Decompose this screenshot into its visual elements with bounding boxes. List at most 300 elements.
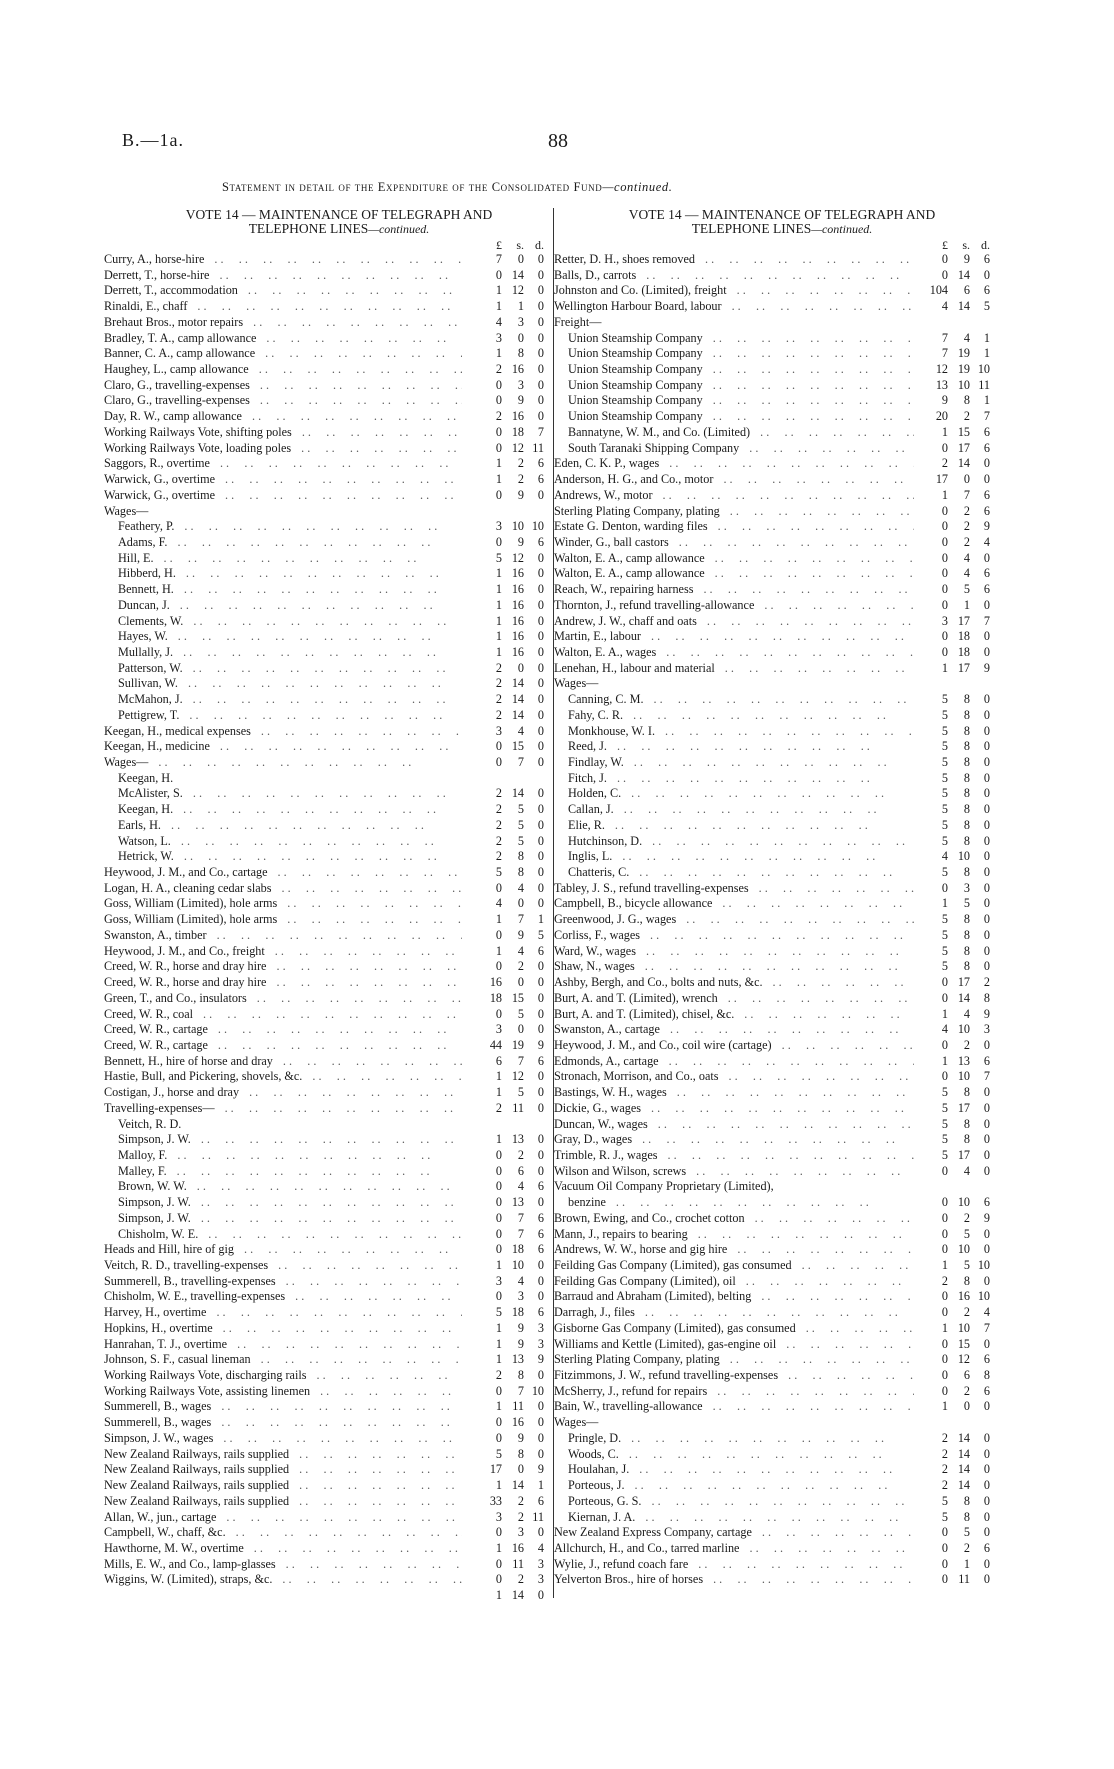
amount-shillings: 16 [511, 629, 524, 644]
amount-pounds: 1 [495, 597, 502, 612]
entry-amount [468, 1258, 544, 1274]
table-row [554, 566, 1004, 582]
table-row [104, 1447, 554, 1463]
entry-label: Winder, G., ball castors . . [554, 535, 914, 551]
amount-pence: 0 [983, 1525, 990, 1540]
entry-amount [914, 1337, 990, 1353]
entry-label: Greenwood, J. G., wages . . [554, 912, 914, 928]
table-row [104, 1211, 554, 1227]
entry-amount [468, 928, 544, 944]
amount-shillings: 11 [512, 1399, 524, 1414]
entry-amount [468, 1462, 544, 1478]
table-row [554, 1132, 1004, 1148]
entry-label: McSherry, J., refund for repairs . . [554, 1384, 914, 1400]
amount-pounds: 2 [495, 676, 502, 691]
amount-pounds: 3 [495, 1509, 502, 1524]
amount-shillings: 7 [517, 755, 524, 769]
entry-label: Stronach, Morrison, and Co., oats . . [554, 1069, 914, 1085]
entry-amount [468, 1054, 544, 1070]
amount-pounds: 0 [495, 534, 502, 549]
table-row [554, 1179, 1004, 1195]
statement-title-suffix: —continued. [602, 180, 673, 194]
entry-label: Veitch, R. D., travelling-expenses . . [104, 1258, 462, 1274]
amount-pence: 8 [983, 1368, 990, 1383]
amount-pounds: 1 [495, 1588, 502, 1603]
entry-amount [914, 755, 990, 771]
amount-pounds: 1 [941, 1320, 948, 1335]
amount-pounds: 0 [495, 1430, 502, 1445]
amount-pounds: 5 [941, 723, 948, 738]
amount-pence: 9 [983, 519, 990, 534]
amount-pounds: 1 [495, 456, 502, 471]
entry-amount [468, 1384, 544, 1400]
amount-shillings: 11 [958, 1572, 970, 1587]
amount-shillings: 17 [957, 660, 970, 675]
amount-shillings: 5 [517, 1085, 524, 1100]
entry-label: Williams and Kettle (Limited), gas-engine oil . . [554, 1337, 914, 1353]
amount-shillings: 2 [517, 1509, 524, 1524]
entry-amount [468, 1242, 544, 1258]
amount-shillings: 8 [517, 849, 524, 864]
entry-amount [914, 1164, 990, 1180]
amount-pounds: 0 [941, 597, 948, 612]
amount-shillings: 5 [963, 1226, 970, 1241]
entry-label: Summerell, B., travelling-expenses . . [104, 1274, 462, 1290]
amount-shillings: 8 [963, 755, 970, 769]
amount-pence: 9 [983, 1210, 990, 1225]
amount-pence: 0 [983, 833, 990, 848]
amount-pounds: 1 [495, 566, 502, 581]
amount-shillings: 8 [963, 770, 970, 785]
table-row [104, 1541, 554, 1557]
entry-amount [468, 1352, 544, 1368]
entry-label: Burt, A. and T. (Limited), wrench . . [554, 991, 914, 1007]
amount-pence: 0 [983, 1572, 990, 1587]
amount-pence: 0 [537, 786, 544, 801]
amount-pence: 0 [983, 707, 990, 722]
entry-label: Sterling Plating Company, plating . . [554, 504, 914, 520]
left-column [104, 208, 554, 1604]
amount-pounds: 7 [941, 330, 948, 345]
amount-pounds: 5 [941, 833, 948, 848]
entry-amount [914, 1069, 990, 1085]
amount-shillings: 10 [957, 1320, 970, 1335]
amount-shillings: 8 [963, 692, 970, 707]
amount-pounds: 5 [941, 1147, 948, 1162]
entry-label: New Zealand Express Company, cartage . . [554, 1525, 914, 1541]
table-row [554, 519, 1004, 535]
table-row [554, 331, 1004, 347]
left-lsd-header [104, 238, 554, 252]
amount-pounds: 3 [495, 1022, 502, 1037]
amount-pounds: 1 [495, 1069, 502, 1084]
entry-label: Tabley, J. S., refund travelling-expenses . . [554, 881, 914, 897]
amount-pounds: 1 [941, 1006, 948, 1021]
entry-label: Hayes, W. . . [104, 629, 462, 645]
entry-amount [914, 991, 990, 1007]
entry-amount [468, 1022, 544, 1038]
entry-label: Martin, E., labour . . [554, 629, 914, 645]
amount-pence: 0 [537, 487, 544, 502]
amount-pence: 4 [537, 1540, 544, 1555]
entry-amount [914, 692, 990, 708]
amount-pence: 0 [983, 1242, 990, 1257]
entry-label: New Zealand Railways, rails supplied . . [104, 1494, 462, 1510]
amount-shillings: 2 [517, 472, 524, 487]
amount-shillings: 16 [511, 409, 524, 424]
entry-label: Heywood, J. M., and Co., freight . . [104, 944, 462, 960]
table-row [104, 724, 554, 740]
amount-pence: 0 [537, 1163, 544, 1178]
amount-shillings: 8 [963, 833, 970, 848]
amount-pence: 6 [537, 472, 544, 487]
entry-amount [914, 1462, 990, 1478]
entry-label: Keegan, H. . . [104, 802, 462, 818]
table-row [554, 629, 1004, 645]
table-row [554, 802, 1004, 818]
amount-pounds: 5 [941, 707, 948, 722]
amount-pence: 0 [537, 613, 544, 628]
amount-pounds: 0 [941, 1226, 948, 1241]
entry-amount [468, 661, 544, 677]
amount-pounds: 4 [495, 896, 502, 911]
amount-pounds: 5 [941, 1116, 948, 1131]
entry-label: Gisborne Gas Company (Limited), gas consumed . . [554, 1321, 914, 1337]
entry-amount [468, 676, 544, 692]
entry-label: Monkhouse, W. I. . . [554, 724, 914, 740]
table-row [554, 834, 1004, 850]
amount-shillings: 4 [517, 880, 524, 895]
amount-pence: 10 [977, 362, 990, 377]
entry-amount [914, 661, 990, 677]
entry-amount [468, 1179, 544, 1195]
table-row [554, 299, 1004, 315]
amount-shillings: 8 [963, 865, 970, 880]
amount-pence: 0 [537, 1022, 544, 1037]
table-row [104, 676, 554, 692]
entry-amount [914, 865, 990, 881]
entry-amount [914, 1132, 990, 1148]
table-row [104, 1337, 554, 1353]
amount-shillings: 8 [963, 943, 970, 958]
amount-pounds: 17 [489, 1462, 502, 1477]
amount-pounds: 5 [941, 1132, 948, 1147]
amount-pence: 0 [983, 472, 990, 487]
amount-pence [524, 504, 544, 520]
amount-pounds: 16 [489, 975, 502, 990]
entry-label: McAlister, S. . . [104, 786, 462, 802]
entry-label: Day, R. W., camp allowance . . [104, 409, 462, 425]
entry-amount [468, 1085, 544, 1101]
table-row [554, 771, 1004, 787]
amount-shillings: 8 [963, 959, 970, 974]
amount-shillings: 9 [517, 1430, 524, 1445]
entry-label: Derrett, T., accommodation . . [104, 283, 462, 299]
entry-amount [914, 1117, 990, 1133]
amount-pounds: 5 [941, 817, 948, 832]
amount-pence: 6 [983, 503, 990, 518]
amount-shillings: 9 [517, 1336, 524, 1351]
entry-label: Union Steamship Company . . [554, 362, 914, 378]
amount-shillings: 14 [511, 267, 524, 282]
entry-label: Holden, C. . . [554, 786, 914, 802]
table-row [104, 834, 554, 850]
entry-amount [468, 252, 544, 268]
entry-amount [914, 708, 990, 724]
left-heading-line2: TELEPHONE LINES [248, 221, 369, 236]
table-row [104, 959, 554, 975]
amount-shillings: 2 [963, 503, 970, 518]
table-row [554, 315, 1004, 331]
amount-shillings: 5 [517, 1006, 524, 1021]
amount-shillings: 6 [517, 1163, 524, 1178]
entry-label: Wages— [554, 676, 599, 691]
entry-amount [914, 1085, 990, 1101]
entry-label: Wilson and Wilson, screws . . [554, 1164, 914, 1180]
amount-shillings: 2 [963, 519, 970, 534]
entry-label: Porteous, G. S. . . [554, 1494, 914, 1510]
entry-amount [468, 1289, 544, 1305]
amount-pence: 6 [537, 1210, 544, 1225]
amount-pounds: 0 [941, 1305, 948, 1320]
amount-shillings: 3 [517, 1525, 524, 1540]
amount-pounds: 5 [941, 786, 948, 801]
entry-amount [914, 881, 990, 897]
entry-label: Callan, J. . . [554, 802, 914, 818]
entry-amount [914, 519, 990, 535]
amount-shillings: 2 [963, 1305, 970, 1320]
entry-label: Ashby, Bergh, and Co., bolts and nuts, &c. . . [554, 975, 914, 991]
table-row [104, 1054, 554, 1070]
amount-shillings: 8 [517, 865, 524, 880]
entry-label: Hopkins, H., overtime . . [104, 1321, 462, 1337]
entry-amount [468, 331, 544, 347]
amount-pounds: 0 [941, 1383, 948, 1398]
entry-label: Wylie, J., refund coach fare . . [554, 1557, 914, 1573]
table-row [554, 1164, 1004, 1180]
table-row [554, 551, 1004, 567]
amount-pence: 6 [983, 1383, 990, 1398]
entry-amount [468, 1368, 544, 1384]
entry-label [104, 1588, 462, 1604]
amount-shillings: 3 [963, 880, 970, 895]
amount-pounds: 1 [495, 629, 502, 644]
table-row [104, 896, 554, 912]
entry-label: Union Steamship Company . . [554, 378, 914, 394]
table-row [104, 1289, 554, 1305]
amount-pence: 1 [537, 1478, 544, 1493]
entry-amount [468, 346, 544, 362]
amount-pence: 0 [537, 346, 544, 361]
table-row [104, 1572, 554, 1588]
entry-label: Summerell, B., wages . . [104, 1415, 462, 1431]
entry-amount [468, 1541, 544, 1557]
table-row [104, 504, 554, 520]
amount-shillings: 7 [963, 487, 970, 502]
amount-shillings: 4 [517, 1179, 524, 1194]
amount-shillings: 18 [511, 1242, 524, 1257]
amount-pounds: 4 [941, 1022, 948, 1037]
table-row [554, 441, 1004, 457]
table-row [104, 1085, 554, 1101]
entry-amount [914, 818, 990, 834]
amount-pence: 2 [983, 975, 990, 990]
amount-pence: 6 [983, 582, 990, 597]
entry-amount [468, 1321, 544, 1337]
entry-label: Wiggins, W. (Limited), straps, &c. . . [104, 1572, 462, 1588]
entry-amount [914, 1321, 990, 1337]
table-row [104, 362, 554, 378]
table-row [554, 1494, 1004, 1510]
table-row [554, 362, 1004, 378]
amount-shillings: 0 [517, 660, 524, 675]
amount-pounds: 0 [495, 1242, 502, 1257]
entry-amount [468, 362, 544, 378]
amount-pounds: 2 [495, 817, 502, 832]
table-row [554, 786, 1004, 802]
table-row [554, 1478, 1004, 1494]
amount-shillings: 7 [517, 912, 524, 927]
amount-pence: 6 [537, 1226, 544, 1241]
amount-pence: 0 [537, 1430, 544, 1445]
entry-amount [914, 834, 990, 850]
amount-pence: 0 [537, 377, 544, 392]
amount-shillings: 12 [511, 1069, 524, 1084]
amount-pence: 6 [983, 424, 990, 439]
table-row [104, 315, 554, 331]
entry-label: Travelling-expenses— . . [104, 1101, 462, 1117]
amount-pence: 6 [983, 440, 990, 455]
amount-pounds: 0 [941, 582, 948, 597]
amount-shillings: 0 [517, 975, 524, 990]
amount-shillings: 16 [511, 613, 524, 628]
entry-amount [914, 1541, 990, 1557]
table-row [554, 1022, 1004, 1038]
entry-label: Brehaut Bros., motor repairs . . [104, 315, 462, 331]
amount-pence: 3 [537, 1336, 544, 1351]
table-row [104, 1384, 554, 1400]
amount-pence: 0 [537, 865, 544, 880]
entry-label: Mills, E. W., and Co., lamp-glasses . . [104, 1557, 462, 1573]
amount-pence: 0 [537, 990, 544, 1005]
amount-pounds: 5 [941, 755, 948, 769]
amount-shillings: 16 [511, 644, 524, 659]
entry-label: Walton, E. A., camp allowance . . [554, 551, 914, 567]
amount-pence: 0 [537, 1415, 544, 1430]
amount-shillings: 0 [963, 472, 970, 487]
amount-pence: 10 [531, 1383, 544, 1398]
amount-pence: 0 [983, 770, 990, 785]
amount-shillings: 7 [517, 1226, 524, 1241]
amount-pence: 0 [983, 692, 990, 707]
amount-pence: 0 [537, 1368, 544, 1383]
amount-pounds: 0 [495, 1195, 502, 1210]
amount-pounds: 0 [941, 1336, 948, 1351]
pounds-header: £ [496, 238, 502, 252]
amount-pounds: 12 [935, 362, 948, 377]
amount-pounds: 5 [495, 1305, 502, 1320]
amount-shillings: 16 [511, 566, 524, 581]
amount-pence: 0 [983, 267, 990, 282]
entry-amount [468, 598, 544, 614]
amount-shillings: 4 [963, 550, 970, 565]
amount-shillings [502, 1117, 524, 1133]
entry-amount [468, 1305, 544, 1321]
amount-shillings: 0 [963, 1399, 970, 1414]
amount-pence: 6 [983, 1540, 990, 1555]
amount-shillings: 0 [517, 896, 524, 911]
amount-pounds: 0 [495, 1210, 502, 1225]
amount-pounds: 1 [495, 1540, 502, 1555]
amount-shillings: 9 [517, 1320, 524, 1335]
amount-pence: 6 [537, 1493, 544, 1508]
table-row [104, 441, 554, 457]
entry-label: Swanston, A., timber . . [104, 928, 462, 944]
amount-shillings: 2 [963, 1037, 970, 1052]
amount-pence: 0 [983, 1509, 990, 1524]
entry-label: Canning, C. M. . . [554, 692, 914, 708]
amount-pounds: 1 [495, 472, 502, 487]
table-row [104, 755, 554, 771]
entry-label: Woods, C. . . [554, 1447, 914, 1463]
entry-amount [914, 896, 990, 912]
amount-shillings: 14 [511, 707, 524, 722]
amount-pence: 0 [537, 566, 544, 581]
entry-label: Hutchinson, D. . . [554, 834, 914, 850]
amount-pence: 0 [983, 755, 990, 769]
table-row [104, 1399, 554, 1415]
table-row [104, 1195, 554, 1211]
table-row [554, 1211, 1004, 1227]
amount-pence: 9 [537, 1352, 544, 1367]
amount-shillings: 2 [517, 1493, 524, 1508]
amount-pence: 0 [537, 1525, 544, 1540]
amount-pence: 3 [537, 1572, 544, 1587]
entry-label: Warwick, G., overtime . . [104, 472, 462, 488]
entry-amount [468, 865, 544, 881]
pence-header: d. [981, 238, 990, 252]
entry-label: Feilding Gas Company (Limited), gas consumed . . [554, 1258, 914, 1274]
amount-shillings: 12 [511, 283, 524, 298]
entry-amount [914, 629, 990, 645]
table-row [554, 488, 1004, 504]
entry-label: Reach, W., repairing harness . . [554, 582, 914, 598]
amount-pence: 9 [983, 1006, 990, 1021]
table-row [554, 456, 1004, 472]
entry-label: New Zealand Railways, rails supplied . . [104, 1478, 462, 1494]
right-heading-line2-wrap [560, 222, 1004, 236]
amount-shillings: 4 [517, 723, 524, 738]
amount-pounds: 0 [941, 1556, 948, 1571]
amount-pence: 0 [983, 644, 990, 659]
amount-shillings: 10 [511, 1258, 524, 1272]
amount-pounds: 5 [941, 770, 948, 785]
entry-amount [468, 786, 544, 802]
amount-pence: 0 [537, 1006, 544, 1021]
entry-label: Goss, William (Limited), hole arms . . [104, 896, 462, 912]
table-row [104, 912, 554, 928]
table-row [104, 488, 554, 504]
table-row [554, 1258, 1004, 1274]
amount-pence: 6 [537, 943, 544, 958]
amount-shillings [948, 1415, 970, 1431]
entry-amount [468, 1211, 544, 1227]
amount-pence: 11 [532, 440, 544, 455]
table-row [554, 1321, 1004, 1337]
amount-pounds: 0 [941, 1242, 948, 1257]
amount-pence: 0 [983, 896, 990, 911]
table-row [554, 1195, 1004, 1211]
